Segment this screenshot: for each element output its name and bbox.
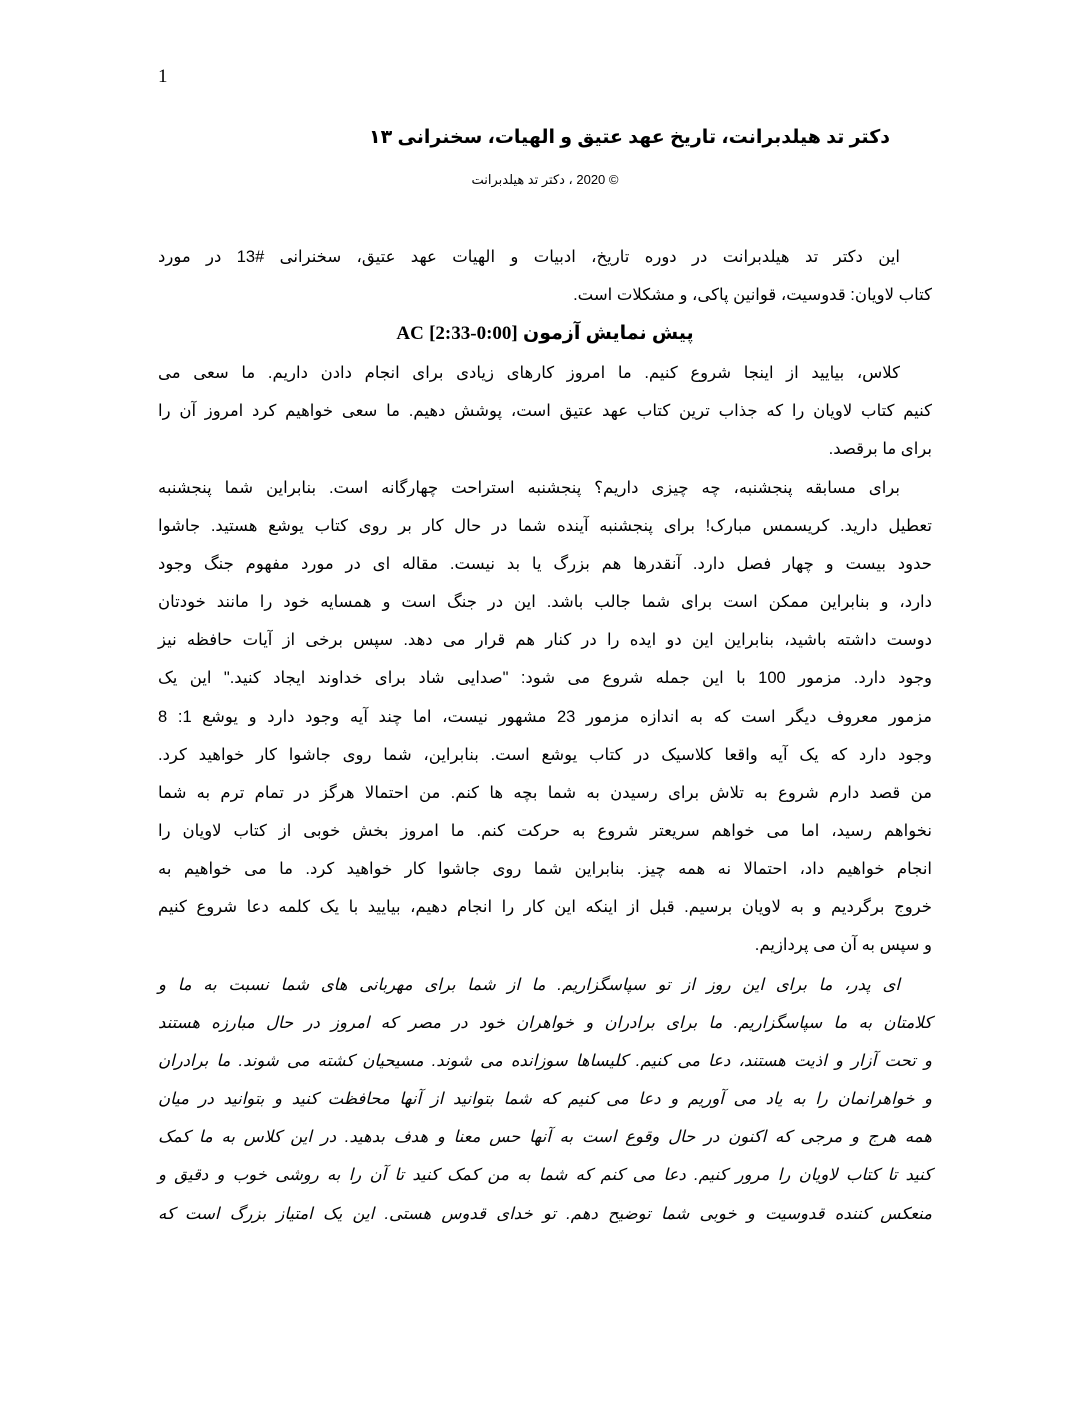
- text-line: کنید تا کتاب لاویان را مرور کنیم. دعا می کنم که شما به من کمک کنید تا آن را به روشی خوب و دقیق و: [158, 1166, 932, 1185]
- heading-code: AC: [396, 323, 424, 344]
- heading-text: پیش نمایش آزمون: [523, 323, 694, 344]
- text-line: وجود دارد که یک آیه واقعا کلاسیک در کتاب یوشع است. بنابراین، شما روی جاشوا کار خواهید کرد.: [158, 745, 932, 764]
- text-line: برای ما برقصد.: [828, 440, 932, 459]
- text-line: و تحت آزار و اذیت هستند، دعا می کنیم. کلیساها سوزانده می شوند. مسیحیان کشته می شوند. ما برادران: [158, 1052, 932, 1071]
- prayer-paragraph: [158, 966, 932, 1233]
- text-line: کنیم کتاب لاویان را که جذاب ترین کتاب عهد عتیق است، پوشش دهیم. ما سعی خواهیم کرد امروز آن را: [158, 402, 932, 421]
- text-line: ای پدر، ما برای این روز از تو سپاسگزاریم. ما از شما برای مهربانی های شما نسبت به ما و: [158, 976, 900, 994]
- text-line: برای مسابقه پنجشنبه، چه چیزی داریم؟ پنجشنبه استراحت چهارگانه است. بنابراین شما پنجشنبه: [158, 479, 900, 497]
- paragraph-1: [158, 354, 932, 468]
- copyright-line: © 2020 ، دکتر تد هیلدبرانت: [471, 172, 619, 187]
- text-line: وجود دارد. مزمور 100 با این جمله شروع می شود: "صدایی شاد برای خداوند ایجاد کنید." این یک: [158, 669, 932, 688]
- text-line: حدود بیست و چهار فصل دارد. آنقدرها هم بزرگ یا بد نیست. مقاله ای در مورد مفهوم جنگ وجود: [158, 555, 932, 574]
- text-line: من قصد دارم شروع به تلاش برای رسیدن به شما بچه ها کنم. من احتمالا هرگز در تمام ترم به شما: [158, 783, 932, 802]
- text-line: کلامتان به ما سپاسگزاریم. ما برای برادران و خواهران خود در مصر که امروز در حال مبارزه هستند: [158, 1014, 932, 1033]
- text-line: دوست داشته باشید، بنابراین این دو ایده را در کنار هم قرار می دهد. سپس برخی از آیات حافظه نیز: [158, 631, 932, 650]
- section-heading: [158, 322, 932, 345]
- intro-paragraph: [158, 238, 932, 314]
- paragraph-2: [158, 469, 932, 964]
- text-line: مزمور معروف دیگر است که به اندازه مزمور 23 مشهور نیست، اما چند آیه وجود دارد و یوشع 1: 8: [158, 707, 933, 726]
- text-line: نخواهم رسید، اما می خواهم سریعتر شروع به حرکت کنم. ما امروز بخش خوبی از کتاب لاویان را: [158, 821, 932, 840]
- text-line: همه هرج و مرجی که اکنون در حال وقوع است به آنها حس معنا و هدف بدهید. در این کلاس به ما کمک: [158, 1128, 932, 1147]
- page-number: 1: [158, 66, 168, 87]
- text-line: کلاس، بیایید از اینجا شروع کنیم. ما امروز کارهای زیادی برای انجام دادن داریم. ما سعی می: [158, 364, 900, 382]
- text-line: دارد، و بنابراین ممکن است برای شما جالب باشد. این در جنگ است و همسایه خود را مانند خودتان: [158, 593, 932, 612]
- text-line: کتاب لاویان: قدوسیت، قوانین پاکی، و مشکلات است.: [573, 286, 932, 305]
- document-title: دکتر تد هیلدبرانت، تاریخ عهد عتیق و الهیات، سخنرانی ۱۳: [369, 127, 890, 148]
- text-line: خروج برگردیم و به لاویان برسیم. قبل از اینکه این کار را انجام دهیم، بیایید با یک کلمه دعا شروع کنیم: [158, 898, 932, 917]
- text-line: تعطیل دارید. کریسمس مبارک! برای پنجشنبه آینده شما در حال کار بر روی کتاب یوشع هستید. جاشوا: [158, 517, 932, 536]
- text-line: منعکس کننده قدوسیت و خوبی شما توضیح دهم. تو خدای قدوس هستی. این یک امتیاز بزرگ است که: [158, 1204, 932, 1223]
- heading-time: [0:00-2:33]: [429, 323, 518, 344]
- text-line: و خواهرانمان را به یاد می آوریم و دعا می کنیم که شما بتوانید از آنها محافظت کنید و بتوانید در میان: [158, 1090, 932, 1109]
- text-line: انجام خواهیم داد، احتمالا نه همه چیز. بنابراین شما روی جاشوا کار خواهید کرد. ما می خواهیم به: [158, 859, 932, 878]
- text-line: و سپس به آن می پردازیم.: [754, 936, 932, 955]
- text-line: این دکتر تد هیلدبرانت در دوره تاریخ، ادبیات و الهیات عهد عتیق، سخنرانی #13 در مورد: [158, 248, 900, 266]
